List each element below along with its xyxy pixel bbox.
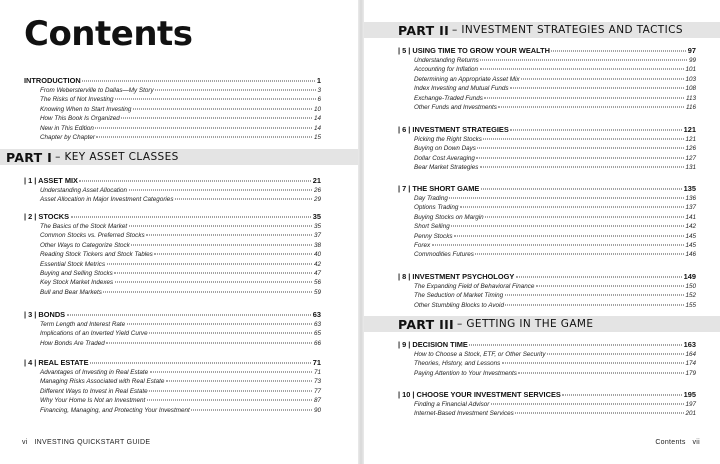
toc-entry[interactable]: Different Ways to Invest in Real Estate 77 <box>40 387 321 395</box>
toc-entry[interactable]: Day Trading 136 <box>414 195 696 202</box>
toc-entry[interactable]: Understanding Returns 99 <box>414 57 696 64</box>
toc-chapter-4 <box>24 358 321 415</box>
toc-entry[interactable]: Dollar Cost Averaging 127 <box>414 154 696 162</box>
footer-right <box>655 439 700 446</box>
toc-entry[interactable]: Paying Attention to Your Investments 179 <box>414 369 696 377</box>
toc-chapter-entry[interactable]: | 2 | STOCKS 35 <box>24 212 321 221</box>
toc-entry[interactable]: Short Selling 142 <box>414 223 696 231</box>
toc-chapter-entry[interactable]: INTRODUCTION 1 <box>24 76 321 85</box>
toc-chapter-entry[interactable]: | 3 | BONDS 63 <box>24 310 321 319</box>
toc-entry[interactable]: New in This Edition 14 <box>40 124 321 132</box>
toc-chapter-6 <box>398 125 696 173</box>
toc-chapter-10 <box>398 390 696 419</box>
toc-entry[interactable]: Finding a Financial Advisor 197 <box>414 401 696 408</box>
toc-entry[interactable]: Bull and Bear Markets 59 <box>40 288 321 296</box>
toc-entry[interactable]: Penny Stocks 145 <box>414 232 696 240</box>
page-title: Contents <box>24 14 193 54</box>
toc-entry[interactable]: The Expanding Field of Behavioral Finance 150 <box>414 283 696 290</box>
toc-entry[interactable]: The Risks of Not Investing 6 <box>40 96 321 104</box>
toc-entry[interactable]: How to Choose a Stock, ETF, or Other Security 164 <box>414 351 696 358</box>
toc-entry[interactable]: Accounting for Inflation 101 <box>414 66 696 74</box>
toc-entry[interactable]: How This Book Is Organized 14 <box>40 115 321 123</box>
part-heading-3: PART III – GETTING IN THE GAME <box>364 316 720 332</box>
part-heading-2: PART II – INVESTMENT STRATEGIES AND TACTICS <box>364 22 720 38</box>
toc-entry[interactable]: Picking the Right Stocks 121 <box>414 136 696 143</box>
toc-entry[interactable]: Forex 145 <box>414 242 696 250</box>
toc-entry[interactable]: From Webersterville to Dallas—My Story 3 <box>40 87 321 94</box>
toc-entry[interactable]: Knowing When to Start Investing 10 <box>40 105 321 113</box>
toc-entry[interactable]: Reading Stock Tickers and Stock Tables 40 <box>40 251 321 259</box>
toc-entry[interactable]: Implications of an Inverted Yield Curve 65 <box>40 330 321 338</box>
toc-entry[interactable]: Understanding Asset Allocation 26 <box>40 187 321 194</box>
toc-chapter-entry[interactable]: | 6 | INVESTMENT STRATEGIES 121 <box>398 125 696 134</box>
book-title: INVESTING QUICKSTART GUIDE <box>34 439 151 446</box>
toc-entry[interactable]: Internet-Based Investment Services 201 <box>414 410 696 418</box>
toc-entry[interactable]: Determining an Appropriate Asset Mix 103 <box>414 75 696 83</box>
toc-entry[interactable]: Advantages of Investing in Real Estate 71 <box>40 369 321 376</box>
left-page <box>0 0 358 464</box>
toc-entry[interactable]: Why Your Home Is Not an Investment 87 <box>40 397 321 405</box>
toc-entry[interactable]: Term Length and Interest Rate 63 <box>40 321 321 328</box>
toc-chapter-5 <box>398 46 696 112</box>
toc-chapter-7 <box>398 184 696 260</box>
toc-chapter-2 <box>24 212 321 297</box>
part-heading-1: PART I – KEY ASSET CLASSES <box>0 149 358 165</box>
toc-introduction <box>24 76 321 142</box>
toc-entry[interactable]: Common Stocks vs. Preferred Stocks 37 <box>40 232 321 240</box>
page-number: vii <box>692 439 700 446</box>
toc-entry[interactable]: Other Ways to Categorize Stock 38 <box>40 241 321 249</box>
toc-entry[interactable]: Index Investing and Mutual Funds 108 <box>414 85 696 93</box>
toc-chapter-entry[interactable]: | 9 | DECISION TIME 163 <box>398 340 696 349</box>
page-number: vi <box>22 439 28 446</box>
toc-chapter-entry[interactable]: | 5 | USING TIME TO GROW YOUR WEALTH 97 <box>398 46 696 55</box>
toc-entry[interactable]: Bear Market Strategies 131 <box>414 164 696 172</box>
toc-chapter-entry[interactable]: | 7 | THE SHORT GAME 135 <box>398 184 696 193</box>
toc-entry[interactable]: Buying on Down Days 126 <box>414 145 696 153</box>
toc-chapter-entry[interactable]: | 10 | CHOOSE YOUR INVESTMENT SERVICES 195 <box>398 390 696 399</box>
toc-chapter-9 <box>398 340 696 378</box>
toc-entry[interactable]: Managing Risks Associated with Real Estate 73 <box>40 378 321 386</box>
toc-entry[interactable]: The Seduction of Market Timing 152 <box>414 292 696 300</box>
toc-entry[interactable]: Buying Stocks on Margin 141 <box>414 213 696 221</box>
toc-chapter-1 <box>24 176 321 205</box>
toc-chapter-entry[interactable]: | 4 | REAL ESTATE 71 <box>24 358 321 367</box>
toc-entry[interactable]: Key Stock Market Indexes 56 <box>40 279 321 287</box>
toc-entry[interactable]: Chapter by Chapter 15 <box>40 134 321 142</box>
toc-entry[interactable]: The Basics of the Stock Market 35 <box>40 223 321 230</box>
toc-entry[interactable]: Other Funds and Investments 116 <box>414 104 696 112</box>
toc-entry[interactable]: Theories, History, and Lessons 174 <box>414 360 696 368</box>
toc-entry[interactable]: Financing, Managing, and Protecting Your Investment 90 <box>40 406 321 414</box>
toc-entry[interactable]: Commodities Futures 146 <box>414 251 696 259</box>
toc-chapter-entry[interactable]: | 1 | ASSET MIX 21 <box>24 176 321 185</box>
toc-chapter-3 <box>24 310 321 348</box>
toc-entry[interactable]: Essential Stock Metrics 42 <box>40 260 321 268</box>
toc-entry[interactable]: Options Trading 137 <box>414 204 696 212</box>
toc-entry[interactable]: Other Stumbling Blocks to Avoid 155 <box>414 301 696 309</box>
running-head: Contents <box>655 439 686 446</box>
toc-chapter-entry[interactable]: | 8 | INVESTMENT PSYCHOLOGY 149 <box>398 272 696 281</box>
toc-entry[interactable]: Exchange-Traded Funds 113 <box>414 94 696 102</box>
toc-entry[interactable]: How Bonds Are Traded 66 <box>40 339 321 347</box>
toc-chapter-8 <box>398 272 696 310</box>
footer-left <box>22 439 150 446</box>
toc-entry[interactable]: Asset Allocation in Major Investment Categories 29 <box>40 196 321 204</box>
toc-entry[interactable]: Buying and Selling Stocks 47 <box>40 270 321 278</box>
right-page <box>364 0 720 464</box>
